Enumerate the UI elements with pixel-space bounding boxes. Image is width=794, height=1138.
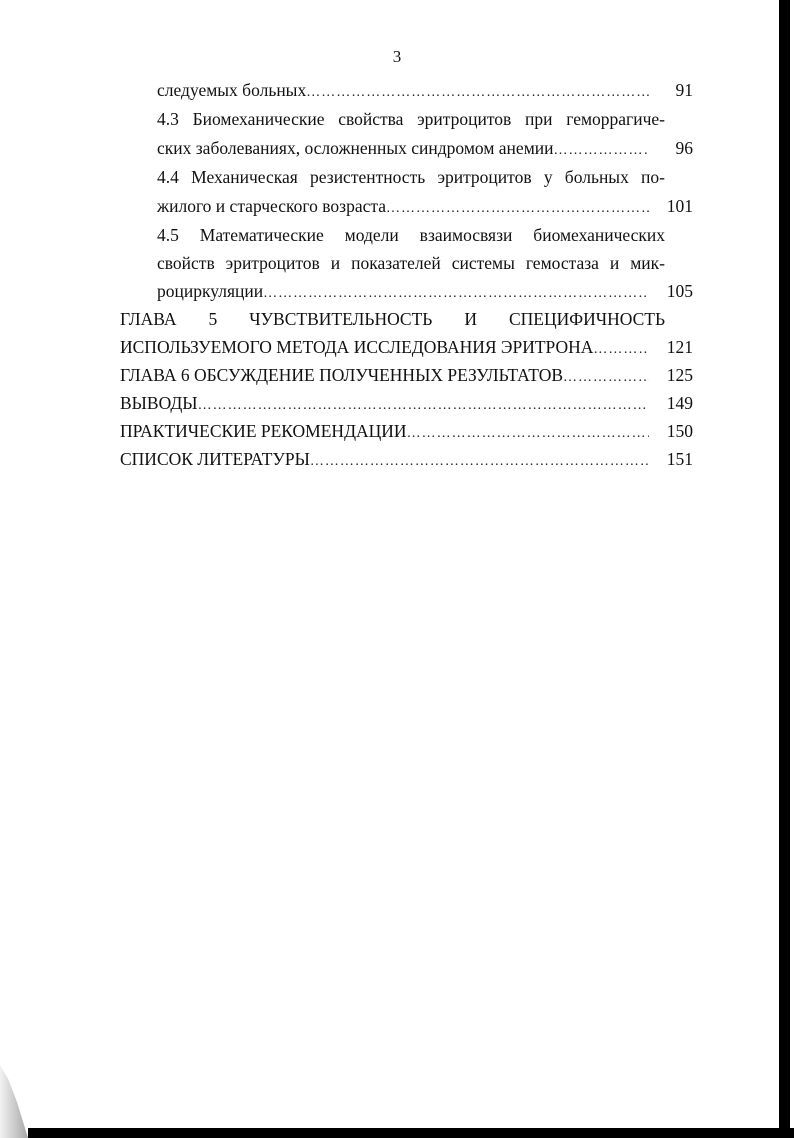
toc-entry-line[interactable]: свойств эритроцитов и показателей системы гемостаза и мик- <box>157 253 665 273</box>
toc-entry-text: ГЛАВА 6 ОБСУЖДЕНИЕ ПОЛУЧЕННЫХ РЕЗУЛЬТАТОВ <box>120 365 564 385</box>
toc-entry-page: 121 <box>666 337 693 357</box>
toc-entry-text: ских заболеваниях, осложненных синдромом анемии <box>157 138 554 158</box>
toc-entry-page: 105 <box>666 281 693 301</box>
toc-chapter-line[interactable]: ГЛАВА 5 ЧУВСТВИТЕЛЬНОСТЬ И СПЕЦИФИЧНОСТЬ <box>120 309 665 329</box>
toc-chapter[interactable] <box>120 446 693 472</box>
toc-entry-line[interactable]: 4.5 Математические модели взаимосвязи биомеханических <box>157 225 665 245</box>
toc-entry[interactable] <box>157 135 693 161</box>
dot-leader <box>263 281 649 307</box>
page-border-right <box>779 0 790 1138</box>
toc-entry-page: 149 <box>666 393 693 413</box>
toc-entry-text: СПИСОК ЛИТЕРАТУРЫ <box>120 449 310 469</box>
toc-entry-page: 125 <box>666 365 693 385</box>
toc-chapter[interactable] <box>120 418 693 444</box>
page-number: 3 <box>392 47 402 66</box>
dot-leader <box>386 196 649 222</box>
scan-artifact <box>0 1065 28 1138</box>
toc-entry-text: жилого и старческого возраста <box>157 196 386 216</box>
toc-entry[interactable] <box>157 77 693 103</box>
toc-entry-page: 91 <box>675 80 693 100</box>
toc-chapter[interactable] <box>120 362 693 388</box>
page-border-bottom <box>28 1128 794 1138</box>
dot-leader <box>563 365 649 391</box>
dot-leader <box>310 449 649 475</box>
dot-leader <box>593 337 649 363</box>
dot-leader <box>306 80 649 106</box>
toc-entry-page: 96 <box>675 138 693 158</box>
toc-entry-text: следуемых больных <box>157 80 307 100</box>
dot-leader <box>554 138 650 164</box>
dot-leader <box>198 393 649 419</box>
toc-chapter[interactable] <box>120 390 693 416</box>
toc-entry-line[interactable]: 4.3 Биомеханические свойства эритроцитов при геморрагиче- <box>157 109 665 129</box>
toc-entry-page: 151 <box>666 449 693 469</box>
toc-entry-text: ПРАКТИЧЕСКИЕ РЕКОМЕНДАЦИИ <box>120 421 407 441</box>
toc-entry-text: роциркуляции <box>157 281 264 301</box>
toc-chapter[interactable] <box>120 334 693 360</box>
toc-entry[interactable] <box>157 278 693 304</box>
toc-entry-text: ВЫВОДЫ <box>120 393 198 413</box>
toc-entry-page: 150 <box>666 421 693 441</box>
toc-entry-page: 101 <box>666 196 693 216</box>
dot-leader <box>407 421 649 447</box>
toc-entry-line[interactable]: 4.4 Механическая резистентность эритроцитов у больных по- <box>157 167 665 187</box>
toc-entry[interactable] <box>157 193 693 219</box>
toc-entry-text: ИСПОЛЬЗУЕМОГО МЕТОДА ИССЛЕДОВАНИЯ ЭРИТРОНА <box>120 337 594 357</box>
